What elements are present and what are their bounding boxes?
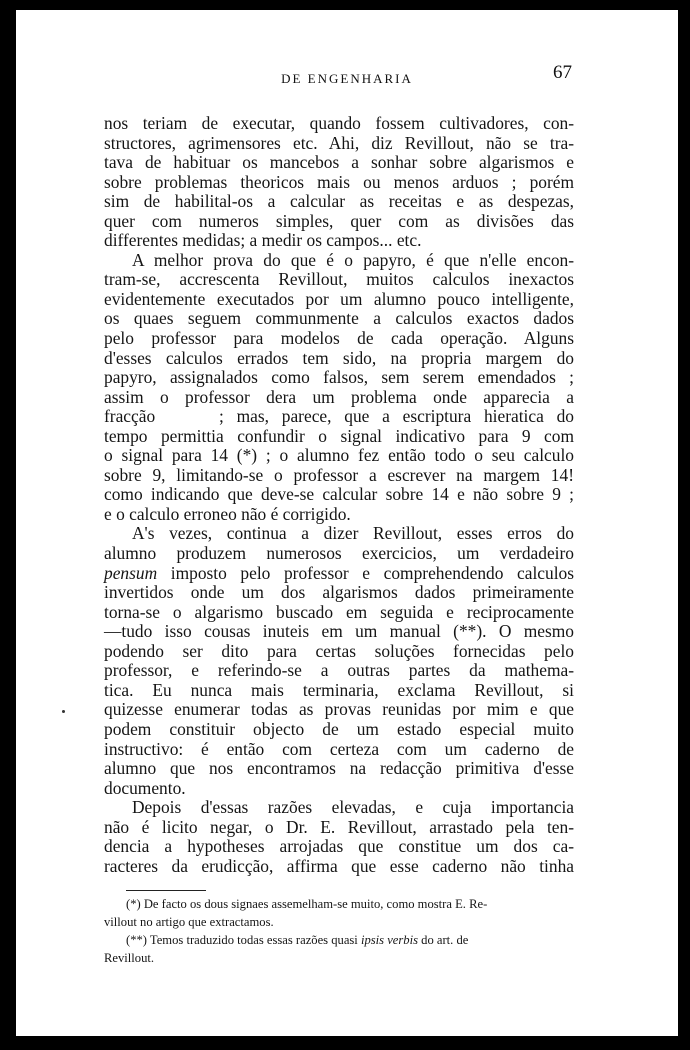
text-line: os quaes seguem communmente a calculos exactos dados (104, 308, 574, 329)
text-line: fracção ; mas, parece, que a escriptura hieratica do (104, 406, 574, 427)
text-line: invertidos onde um dos algarismos dados primeiramente (104, 582, 574, 603)
running-title: DE ENGENHARIA (281, 71, 413, 86)
text-line: alumno que nos encontramos na redacção primitiva d'esse (104, 758, 574, 779)
text-line: professor, e referindo-se a outras partes da mathema- (104, 660, 574, 681)
text-line: como indicando que deve-se calcular sobre 14 e não sobre 9 ; (104, 484, 574, 505)
pensum-word: pensum (104, 562, 158, 583)
text-line: podem constituir objecto de um estado especial muito (104, 718, 574, 739)
footnote-1: (*) De facto os dous signaes assemelham-se muito, como mostra E. Re- (126, 897, 488, 911)
text-line: sim de habilital-os a calcular as receitas e as despezas, (104, 191, 574, 212)
footnote-2-text: (**) Temos traduzido todas essas razões quasi (126, 933, 361, 947)
text-line: racteres da erudicção, affirma que esse caderno não tinha (104, 855, 574, 876)
page-header (16, 60, 678, 100)
footnote-rule (126, 890, 206, 891)
footnote-2-text-end: do art. de (418, 933, 469, 947)
text-line: A's vezes, continua a dizer Revillout, esses erros do (132, 523, 574, 544)
footnote-2 (104, 931, 574, 949)
text-line: sobre problemas theoricos mais ou menos arduos ; porém (104, 171, 574, 192)
footnote-1-continuation: villout no artigo que extractamos. (104, 915, 274, 929)
text-line: quer com numeros simples, quer com as divisões das (104, 210, 574, 231)
text-line: nos teriam de executar, quando fossem cultivadores, con- (104, 113, 574, 133)
page-number: 67 (553, 62, 572, 83)
book-page (16, 10, 678, 1036)
text-line: tempo permittia confundir o signal indicativo para 9 com (104, 425, 574, 446)
text-line: tava de habituar os mancebos a sonhar sobre algarismos e (104, 152, 574, 173)
text-fragment: imposto pelo professor e comprehendendo calculos (170, 562, 574, 583)
text-line: dencia a hypotheses arrojadas que constitue um dos ca- (104, 836, 574, 857)
text-line: papyro, assignalados como falsos, sem serem emendados ; (104, 367, 574, 388)
text-line: quizesse enumerar todas as provas reunidas por mim e que (104, 699, 574, 720)
text-line: sobre 9, limitando-se o professor a escrever na margem 14! (104, 464, 574, 485)
text-line: podendo ser dito para certas soluções fornecidas pelo (104, 640, 574, 661)
text-line: Depois d'essas razões elevadas, e cuja importancia (132, 797, 574, 818)
text-line: alumno produzem numerosos exercicios, um verdadeiro (104, 543, 574, 564)
text-line: documento. (104, 777, 186, 798)
margin-mark (62, 710, 65, 713)
text-line-pensum (104, 564, 574, 584)
text-line: differentes medidas; a medir os campos... etc. (104, 230, 422, 251)
text-line: e o calculo erroneo não é corrigido. (104, 503, 351, 524)
text-line: evidentemente executados por um alumno pouco intelligente, (104, 288, 574, 309)
text-line: A melhor prova do que é o papyro, é que n'elle encon- (132, 249, 574, 270)
text-line: o signal para 14 (*) ; o alumno fez então todo o seu calculo (104, 445, 574, 466)
text-line: torna-se o algarismo buscado em seguida e reciprocamente (104, 601, 574, 622)
body-text (104, 114, 574, 876)
text-line: assim o professor dera um problema onde apparecia a (104, 386, 574, 407)
footnote-2-continuation: Revillout. (104, 951, 155, 965)
text-line: —tudo isso cousas inuteis em um manual (**). O mesmo (104, 621, 574, 642)
text-line: pelo professor para modelos de cada operação. Alguns (104, 328, 574, 349)
text-line: structores, agrimensores etc. Ahi, diz Revillout, não se tra- (104, 132, 574, 153)
footnotes (104, 895, 574, 967)
text-line: instructivo: é então com certeza com um caderno de (104, 738, 574, 759)
text-line: não é licito negar, o Dr. E. Revillout, arrastado pela ten- (104, 816, 574, 837)
text-line: d'esses calculos errados tem sido, na propria margem do (104, 347, 574, 368)
footnote-2-italic: ipsis verbis (360, 933, 418, 947)
text-line: tram-se, accrescenta Revillout, muitos calculos inexactos (104, 269, 574, 290)
text-line: tica. Eu nunca mais terminaria, exclama Revillout, si (104, 679, 574, 700)
